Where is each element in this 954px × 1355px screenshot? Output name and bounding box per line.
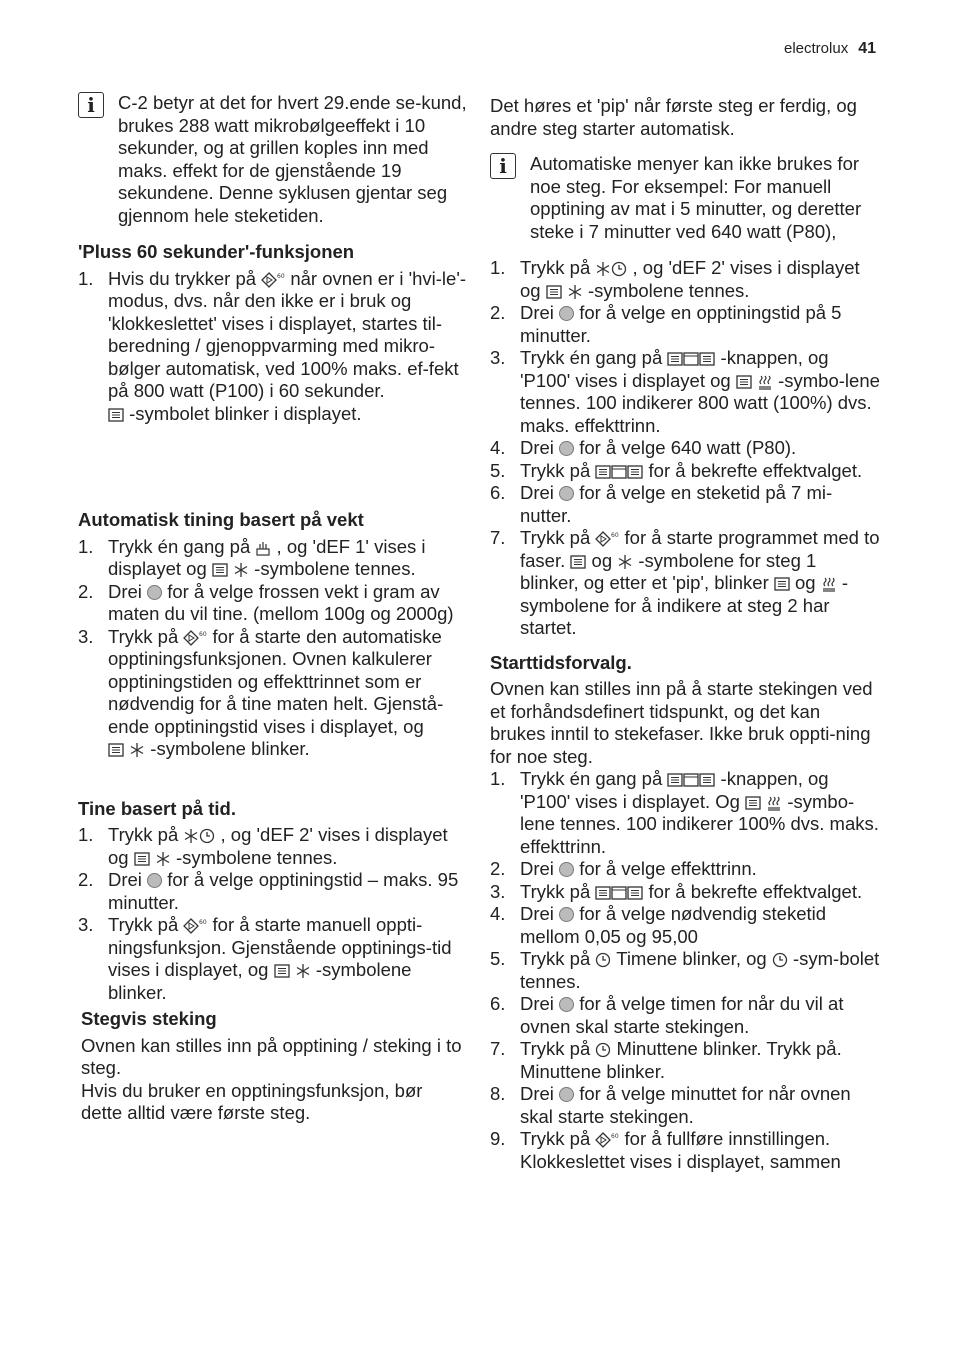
starttid-list: [490, 768, 880, 1173]
list-item: 8. Drei for å velge minuttet for når ovnen skal starte stekingen.: [490, 1083, 851, 1127]
knob-icon: [147, 873, 162, 888]
steg-heading: Stegvis steking: [81, 1008, 217, 1029]
microwave-icon: [212, 562, 228, 578]
list-item: 2. Drei for å velge frossen vekt i gram av maten du vil tine. (mellom 100g og 2000g): [78, 580, 454, 624]
microwave-icon: [736, 374, 752, 390]
info-note: [78, 92, 468, 227]
power-button-icon: [595, 881, 643, 902]
list-item: 1. Trykk på , og 'dEF 2' vises i displayet og -symbolene tennes.: [78, 824, 448, 868]
microwave-icon: [570, 554, 586, 570]
defrost-icon: [567, 284, 583, 300]
list-item: 2. Drei for å velge opptiningstid – maks. 95 minutter.: [78, 869, 459, 913]
stegvis-list: [490, 257, 880, 640]
note-text: Automatiske menyer kan ikke brukes for noe steg. For eksempel: For manuell opptining av mat i 5 minutter, og deretter steke i 7 minutter ved 640 watt (P80),: [530, 153, 862, 242]
list-item: 1. Trykk én gang på -knappen, og 'P100' vises i displayet. Og -symbo-lene tennes. 100 indikerer 100% dvs. maks. effekttrinn.: [490, 768, 879, 857]
knob-icon: [559, 306, 574, 321]
note-text: C-2 betyr at det for hvert 29.ende se-kund, brukes 288 watt mikrobølgeeffekt i 10 sekunder, og at grillen koples inn med maks. effekt for de gjenstående 19 sekundene. Denne syklusen gjentar seg gjennom hele steketiden.: [118, 92, 467, 226]
knob-icon: [559, 997, 574, 1012]
steg-paragraph: Hvis du bruker en opptiningsfunksjon, bør dette alltid være første steg.: [81, 1079, 423, 1123]
pluss-heading: 'Pluss 60 sekunder'-funksjonen: [78, 241, 355, 262]
page-header: [784, 38, 876, 61]
info-icon: i: [78, 92, 104, 118]
grill-icon: [766, 795, 782, 811]
start-60s-icon: [183, 918, 207, 934]
knob-icon: [559, 486, 574, 501]
list-item: 1. Trykk på , og 'dEF 2' vises i displayet og -symbolene tennes.: [490, 257, 860, 301]
info-note: [490, 153, 880, 243]
knob-icon: [559, 1087, 574, 1102]
grill-icon: [757, 374, 773, 390]
list-item: 1. Hvis du trykker på når ovnen er i 'hvi-le'-modus, dvs. når den ikke er i bruk og 'klokkeslettet' vises i displayet, startes til-beredning / gjenoppvarming med mikro-bølger automatisk, ved 100% maks. ef-fekt på 800 watt (P100) i 60 sekunder. -symbolet blinker i displayet.: [78, 267, 467, 424]
list-item: 1. Trykk én gang på , og 'dEF 1' vises i displayet og -symbolene tennes.: [78, 535, 426, 579]
steg-paragraph: Ovnen kan stilles inn på opptining / steking i to steg.: [81, 1034, 462, 1078]
list-item: 9. Trykk på for å fullføre innstillingen. Klokkeslettet vises i displayet, sammen: [490, 1128, 841, 1172]
weight-defrost-icon: [255, 540, 271, 556]
clock-icon: [595, 952, 611, 968]
list-item: 7. Trykk på Minuttene blinker. Trykk på. Minuttene blinker.: [490, 1038, 842, 1082]
start-heading: Starttidsforvalg.: [490, 651, 632, 673]
start-60s-icon: [595, 1132, 619, 1148]
clock-icon: [772, 952, 788, 968]
clock-icon: [611, 261, 627, 277]
microwave-icon: [108, 407, 124, 423]
microwave-icon: [774, 576, 790, 592]
pluss-list: [78, 268, 468, 426]
power-button-icon: [667, 347, 715, 368]
list-item: 4. Drei for å velge nødvendig steketid mellom 0,05 og 95,00: [490, 903, 827, 947]
clock-icon: [199, 828, 215, 844]
auto-heading: Automatisk tining basert på vekt: [78, 509, 364, 530]
tine-list: [78, 824, 468, 1004]
defrost-icon: [617, 554, 633, 570]
list-item: 5. Trykk på for å bekrefte effektvalget.: [490, 459, 863, 481]
list-item: 2. Drei for å velge effekttrinn.: [490, 858, 757, 879]
list-item: 6. Drei for å velge en steketid på 7 mi-nutter.: [490, 482, 833, 526]
knob-icon: [559, 441, 574, 456]
grill-icon: [821, 576, 837, 592]
right-column: [490, 95, 880, 1173]
info-icon: i: [490, 153, 516, 179]
power-button-icon: [667, 768, 715, 789]
knob-icon: [559, 907, 574, 922]
list-item: 3. Trykk på for å starte den automatiske opptiningsfunksjonen. Ovnen kalkulerer opptiningstiden og effekttrinnet som er nødvendig for å tine maten helt. Gjenstå-ende opptiningstid vises i displayet, og -symbolene blinker.: [78, 625, 444, 759]
pip-text: Det høres et 'pip' når første steg er ferdig, og andre steg starter automatisk.: [490, 95, 857, 139]
list-item: 7. Trykk på for å starte programmet med to faser. og -symbolene for steg 1 blinker, og etter et 'pip', blinker og -symbolene for å indikere at steg 2 har startet.: [490, 527, 880, 638]
microwave-icon: [108, 742, 124, 758]
defrost-icon: [183, 828, 199, 844]
power-button-icon: [595, 460, 643, 481]
list-item: 4. Drei for å velge 640 watt (P80).: [490, 437, 797, 458]
microwave-icon: [134, 851, 150, 867]
list-item: 5. Trykk på Timene blinker, og -sym-bolet tennes.: [490, 948, 880, 992]
list-item: 3. Trykk på for å starte manuell oppti-ningsfunksjon. Gjenstående opptinings-tid vises i displayet, og -symbolene blinker.: [78, 914, 452, 1003]
defrost-icon: [155, 851, 171, 867]
left-column: [78, 92, 468, 1125]
microwave-icon: [745, 795, 761, 811]
list-item: 2. Drei for å velge en opptiningstid på 5 minutter.: [490, 302, 842, 346]
auto-list: [78, 536, 468, 761]
tine-heading: Tine basert på tid.: [78, 797, 236, 819]
defrost-icon: [595, 261, 611, 277]
knob-icon: [559, 862, 574, 877]
defrost-icon: [129, 742, 145, 758]
microwave-icon: [274, 963, 290, 979]
microwave-icon: [546, 284, 562, 300]
start-60s-icon: [183, 630, 207, 646]
start-60s-icon: [261, 272, 285, 288]
page-number: 41: [858, 40, 876, 57]
defrost-icon: [295, 963, 311, 979]
defrost-icon: [233, 562, 249, 578]
list-item: 6. Drei for å velge timen for når du vil at ovnen skal starte stekingen.: [490, 993, 844, 1037]
clock-icon: [595, 1042, 611, 1058]
start-60s-icon: [595, 531, 619, 547]
brand-name: electrolux: [784, 40, 849, 57]
list-item: 3. Trykk på for å bekrefte effektvalget.: [490, 880, 863, 902]
start-paragraph: Ovnen kan stilles inn på å starte stekingen ved et forhåndsdefinert tidspunkt, og det kan brukes inntil to stekefaser. Ikke bruk oppti-ning for noe steg.: [490, 678, 873, 767]
list-item: 3. Trykk én gang på -knappen, og 'P100' vises i displayet og -symbo-lene tennes. 100 indikerer 800 watt (100%) dvs. maks. effekttrinn.: [490, 347, 880, 436]
knob-icon: [147, 585, 162, 600]
